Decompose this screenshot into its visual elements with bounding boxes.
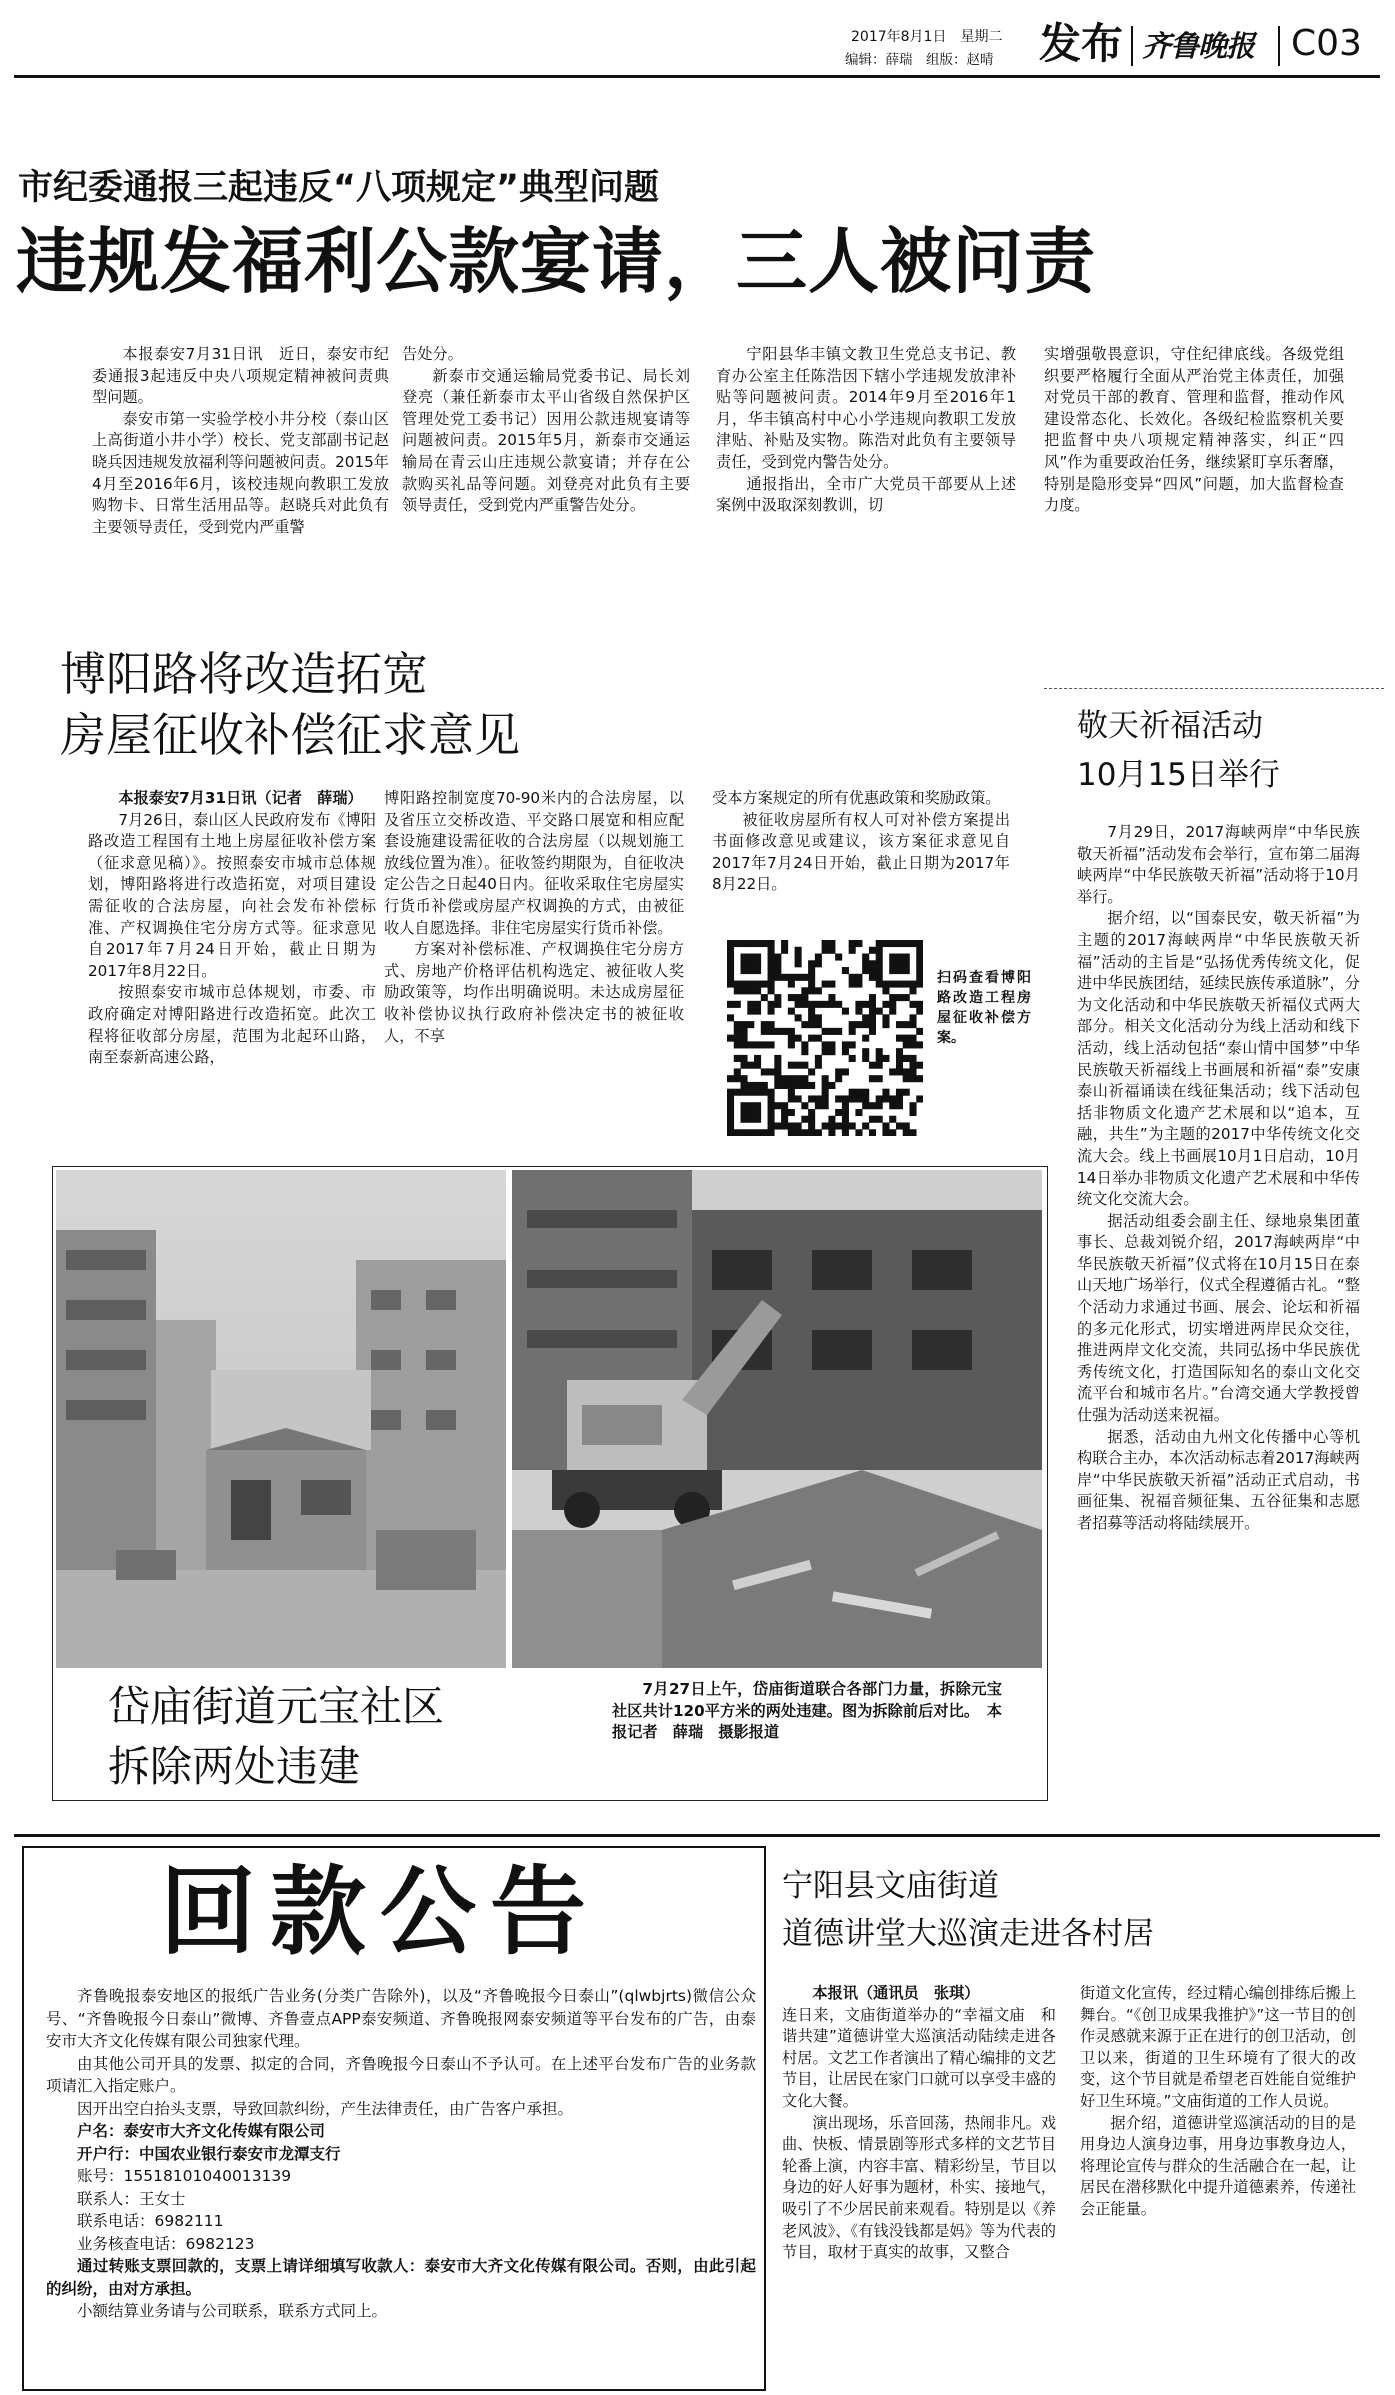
story5-col1	[782, 1983, 1056, 2264]
story2-headline-2: 房屋征收补偿征求意见	[60, 708, 520, 762]
story1-para: 本报泰安7月31日讯 近日，泰安市纪委通报3起违反中央八项规定精神被问责典型问题。	[92, 345, 389, 407]
notice-title: 回款公告	[160, 1855, 600, 1968]
bottom-section-rule	[14, 1834, 1380, 1837]
story2-col2	[384, 788, 684, 1047]
notice-line: 因开出空白抬头支票，导致回款纠纷，产生法律责任，由广告客户承担。	[77, 2099, 574, 2118]
notice-account-name: 户名：泰安市大齐文化传媒有限公司	[77, 2122, 326, 2140]
story3-caption	[612, 1679, 1002, 1744]
story1-headline: 违规发福利公款宴请，三人被问责	[16, 220, 1097, 303]
photo-after-demolition	[512, 1170, 1042, 1668]
story4-body	[1077, 822, 1360, 1535]
notice-bank: 开户行：中国农业银行泰安市龙潭支行	[77, 2144, 341, 2163]
story1-para: 宁阳县华丰镇文教卫生党总支书记、教育办公室主任陈浩因下辖小学违规发放津补贴等问题被问责。2014年9月至2016年1月，华丰镇高村中心小学违规向教职工发放津贴、补贴及实物。陈浩对此负有主要领导责任，受到党内警告处分。	[716, 345, 1016, 471]
story1-col1	[92, 344, 389, 538]
masthead-rule	[14, 75, 1380, 78]
story1-para: 新泰市交通运输局党委书记、局长刘登亮（兼任新泰市太平山省级自然保护区管理处党工委书记）因用公款违规宴请等问题被问责。2015年5月，新泰市交通运输局在青云山庄违规公款宴请；并存在公款购买礼品等问题。刘登亮对此负有主要领导责任，受到党内严重警告处分。	[402, 366, 690, 515]
story2-para: 被征收房屋所有权人可对补偿方案提出书面修改意见或建议，该方案征求意见自2017年7月24日开始，截止日期为2017年8月22日。	[712, 810, 1010, 894]
story3-headline-2: 拆除两处违建	[108, 1742, 361, 1791]
story2-col1	[88, 788, 376, 1069]
story1-para: 实增强敬畏意识，守住纪律底线。各级党组织要严格履行全面从严治党主体责任，加强对党员干部的教育、管理和监督，推动作风建设常态化、长效化。各级纪检监察机关要把监督中央八项规定精神落实，纠正“四风”作为重要政治任务，继续紧盯享乐奢靡，特别是隐形变异“四风”问题，加大监督检查力度。	[1044, 345, 1344, 515]
notice-verify-phone: 业务核查电话：6982123	[77, 2234, 255, 2253]
story4-headline-2: 10月15日举行	[1077, 757, 1280, 793]
story4-headline-1: 敬天祈福活动	[1077, 708, 1263, 744]
story2-para: 博阳路控制宽度70-90米内的合法房屋，以及省压立交桥改造、平交路口展宽和相应配套设施建设需征收的合法房屋（以规划施工放线位置为准）。征收签约期限为，自征收决定公告之日起40日内。征收采取住宅房屋实行货币补偿或房屋产权调换的方式，由被征收人自愿选择。非住宅房屋实行货币补偿。	[384, 789, 684, 937]
story2-headline-1: 博阳路将改造拓宽	[60, 647, 428, 701]
masthead-divider-2	[1278, 26, 1280, 66]
story3-headline-1: 岱庙街道元宝社区	[108, 1682, 445, 1731]
story5-col2	[1080, 1983, 1356, 2221]
editor-credit: 编辑：薛瑞 组版：赵晴	[845, 52, 994, 68]
notice-account-no: 账号：15518101040013139	[77, 2167, 292, 2185]
story1-col3	[716, 344, 1016, 517]
brand-logo: 齐鲁晚报	[1142, 29, 1255, 63]
story5-headline-1: 宁阳县文庙街道	[782, 1868, 999, 1904]
story1-para: 通报指出，全市广大党员干部要从上述案例中汲取深刻教训，切	[716, 474, 1016, 515]
story1-kicker: 市纪委通报三起违反“八项规定”典型问题	[18, 168, 660, 208]
section-name: 发布	[1039, 19, 1124, 68]
story4-para: 据活动组委会副主任、绿地泉集团董事长、总裁刘锐介绍，2017海峡两岸“中华民族敬天祈福”仪式将在10月15日在泰山天地广场举行，仪式全程遵循古礼。“整个活动力求通过书画、展会、论坛和祈福的多元化形式，切实增进两岸民众交往，推进两岸文化交流，共同弘扬中华民族优秀传统文化，打造国际知名的泰山文化交流平台和城市名片。”台湾交通大学教授曾仕强为活动送来祝福。	[1077, 1211, 1360, 1425]
story4-para: 据介绍，以“国泰民安，敬天祈福”为主题的2017海峡两岸“中华民族敬天祈福”活动的主旨是“弘扬优秀传统文化，促进中华民族团结，延续民族传承道脉”，分为文化活动和中华民族敬天祈福仪式两大部分。相关文化活动分为线上活动和线下活动，线上活动包括“泰山情中国梦”中华民族敬天祈福线上书画展和祈福“泰”安康泰山祈福诵读在线征集活动；线下活动包括非物质文化遗产艺术展和以“追本，互融，共生”为主题的2017中华传统文化交流大会。线上书画展10月1日启动，10月14日举办非物质文化遗产艺术展和中华传统文化交流大会。	[1077, 909, 1360, 1209]
story2-para: 按照泰安市城市总体规划，市委、市政府确定对博阳路进行改造拓宽。此次工程将征收部分房屋，范围为北起环山路，南至泰新高速公路，	[88, 983, 376, 1067]
notice-line: 由其他公司开具的发票、拟定的合同，齐鲁晚报今日泰山不予认可。在上述平台发布广告的业务款项请汇入指定账户。	[46, 2054, 756, 2095]
qr-code-graphic	[727, 940, 923, 1136]
masthead	[0, 0, 1395, 70]
notice-transfer: 通过转账支票回款的，支票上请详细填写收款人：泰安市大齐文化传媒有限公司。否则，由此引起的纠纷，由对方承担。	[46, 2257, 756, 2298]
story5-para: 据介绍，道德讲堂巡演活动的目的是用身边人演身边事，用身边事教身边人，将理论宣传与群众的生活融合在一起，让居民在潜移默化中提升道德素养，传递社会正能量。	[1080, 2113, 1356, 2218]
story1-para: 泰安市第一实验学校小井分校（泰山区上高街道小井小学）校长、党支部副书记赵晓兵因违规发放福利等问题被问责。2015年4月至2016年6月，该校违规向教职工发放购物卡、日常生活用品等。赵晓兵对此负有主要领导责任，受到党内严重警	[92, 409, 389, 536]
weekday: 星期二	[960, 29, 1003, 45]
story2-byline: 本报泰安7月31日讯（记者 薛瑞）	[118, 789, 363, 807]
story1-col2	[402, 344, 690, 517]
story2-para: 方案对补偿标准、产权调换住宅分房方式、房地产价格评估机构选定、被征收人奖励政策等，均作出明确说明。未达成房屋征收补偿协议执行政府补偿决定书的被征收人，不享	[384, 940, 684, 1045]
issue-date	[851, 26, 1002, 46]
story4-para: 据悉，活动由九州文化传播中心等机构联合主办，本次活动标志着2017海峡两岸“中华民族敬天祈福”活动正式启动，书画征集、祝福音频征集、五谷征集和志愿者招募等活动将陆续展开。	[1077, 1427, 1360, 1532]
story4-para: 7月29日，2017海峡两岸“中华民族敬天祈福”活动发布会举行，宣布第二届海峡两岸“中华民族敬天祈福”活动将于10月举行。	[1077, 823, 1360, 906]
notice-contact: 联系人：王女士	[77, 2189, 186, 2208]
story3-caption-text: 7月27日上午，岱庙街道联合各部门力量，拆除元宝社区共计120平方米的两处违建。图为拆除前后对比。 本报记者 薛瑞 摄影报道	[612, 1680, 1002, 1742]
qr-caption	[937, 968, 1031, 1048]
story5-para: 街道文化宣传，经过精心编创排练后搬上舞台。“《创卫成果我推护》”这一节目的创作灵感就来源于正在进行的创卫活动，创卫以来，街道的卫生环境有了很大的改变，这个节目就是希望老百姓能自觉维护好卫生环境。”文庙街道的工作人员说。	[1080, 1984, 1356, 2110]
story5-headline-2: 道德讲堂大巡演走进各村居	[782, 1916, 1154, 1952]
story1-para: 告处分。	[402, 345, 463, 363]
story2-col3	[712, 788, 1010, 896]
photo-before-demolition	[56, 1170, 506, 1668]
story2-para: 受本方案规定的所有优惠政策和奖励政策。	[712, 789, 1001, 807]
story5-byline: 本报讯（通讯员 张琪）	[812, 1984, 980, 2002]
story5-para: 连日来，文庙街道举办的“幸福文庙 和谐共建”道德讲堂大巡演活动陆续走进各村居。文艺工作者演出了精心编排的文艺节目，让居民在家门口就可以享受丰盛的文化大餐。	[782, 2005, 1056, 2110]
notice-body	[46, 1985, 756, 2323]
story2-para: 7月26日，泰山区人民政府发布《博阳路改造工程国有土地上房屋征收补偿方案（征求意见稿）》。按照泰安市城市总体规划，博阳路将进行改造拓宽，对项目建设需征收的合法房屋，向社会发布补偿标准、产权调换住宅分房方式等。征求意见自2017年7月24日开始，截止日期为2017年8月22日。	[88, 810, 376, 980]
story4-top-rule	[1044, 688, 1384, 689]
masthead-divider	[1131, 26, 1133, 66]
notice-line: 齐鲁晚报泰安地区的报纸广告业务(分类广告除外)，以及“齐鲁晚报今日泰山”(qlwbjrts)微信公众号、“齐鲁晚报今日泰山”微博、齐鲁壹点APP泰安频道、齐鲁晚报网泰安频道等平台发布的广告，由泰安市大齐文化传媒有限公司独家代理。	[46, 1987, 756, 2050]
notice-small-payment: 小额结算业务请与公司联系，联系方式同上。	[77, 2302, 388, 2320]
qr-code[interactable]	[727, 940, 923, 1136]
story1-col4	[1044, 344, 1344, 517]
date: 2017年8月1日	[851, 29, 947, 45]
notice-phone: 联系电话：6982111	[77, 2212, 224, 2230]
page-number: C03	[1291, 23, 1362, 64]
story5-para: 演出现场，乐音回荡，热闹非凡。戏曲、快板、情景剧等形式多样的文艺节目轮番上演，内容丰富、精彩纷呈，节目以身边的好人好事为题材，朴实、接地气，吸引了不少居民前来观看。特别是以《养老风波》、《有钱没钱都是妈》等为代表的节目，取材于真实的故事，又整合	[782, 2113, 1056, 2262]
qr-caption-text: 扫码查看博阳路改造工程房屋征收补偿方案。	[937, 970, 1031, 1046]
